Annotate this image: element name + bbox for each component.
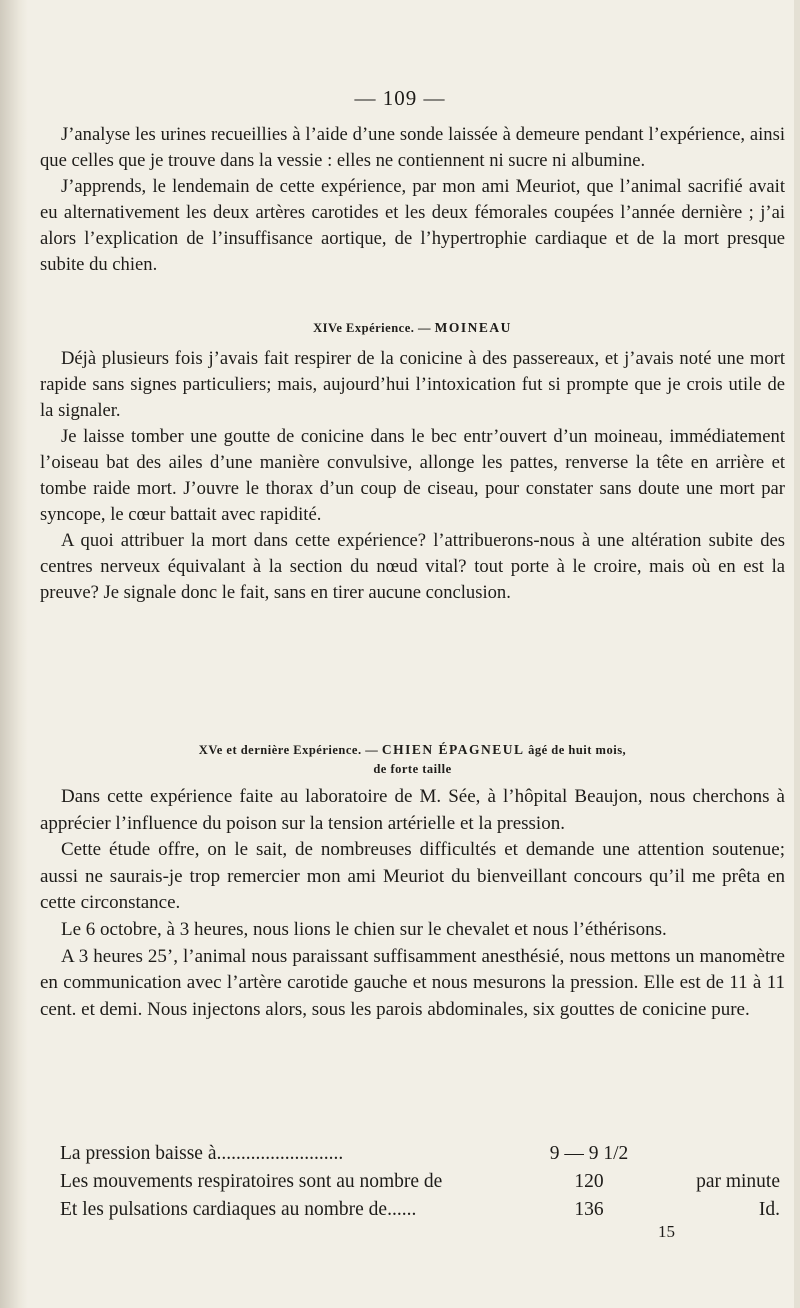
measure-label: Et les pulsations cardiaques au nombre de...... (60, 1199, 417, 1220)
heading-subject: MOINEAU (434, 320, 512, 335)
heading-ordinal: XIVe (313, 321, 343, 335)
paragraph: Le 6 octobre, à 3 heures, nous lions le chien sur le chevalet et nous l’éthérisons. (61, 918, 667, 940)
measurements-table (60, 1140, 780, 1224)
table-row (60, 1196, 780, 1224)
heading-ordinal: XVe (198, 743, 223, 757)
paragraph: Dans cette expérience faite au laboratoire de M. Sée, à l’hôpital Beaujon, nous cherchons à apprécier l’influence du poison sur la tension artérielle et la pression. (40, 786, 785, 834)
paragraph: A 3 heures 25’, l’animal nous paraissant suffisamment anesthésié, nous mettons un manomètre en communication avec l’artère carotide gauche et nous mesurons la pression. Elle est de 11 à 11 cent. et demi. Nous injectons alors, sous les parois abdominales, six gouttes de conicine pure. (40, 945, 785, 1020)
paragraph: Cette étude offre, on le sait, de nombreuses difficultés et demande une attention soutenue; aussi ne saurais-je trop remercier mon ami Meuriot du bienveillant concours qu’il me prêta en cette circonstance. (40, 839, 785, 914)
heading-experience-14 (40, 318, 785, 338)
heading-experience-15 (40, 740, 785, 779)
paragraph: A quoi attribuer la mort dans cette expérience? l’attribuerons-nous à une altération subite des centres nerveux équivalant à la section du nœud vital? tout porte à le croire, mais où en est la preuve? Je signale donc le fait, sans en tirer aucune conclusion. (40, 530, 785, 603)
table-row (60, 1140, 780, 1168)
heading-description: âgé de huit mois, (528, 743, 627, 757)
section-spaniel (40, 784, 785, 1023)
page-edge (794, 0, 800, 1308)
heading-line-2: de forte taille (373, 762, 452, 776)
table-row (60, 1168, 780, 1196)
paragraph: J’apprends, le lendemain de cette expérience, par mon ami Meuriot, que l’animal sacrifié avait eu alternativement les deux artères carotides et les deux fémorales coupées l’année dernière ; j’ai alors l’explication de l’insuffisance aortique, de l’hypertrophie cardiaque et de la mort presque subite du chien. (40, 176, 785, 275)
page-binding-shadow (0, 0, 28, 1308)
measure-value: 9 — 9 1/2 (549, 1143, 629, 1164)
heading-subject: CHIEN ÉPAGNEUL (381, 742, 525, 757)
measure-unit: par minute (696, 1171, 780, 1192)
measure-value: 136 (574, 1199, 604, 1220)
measure-value: 120 (574, 1171, 604, 1192)
heading-label: Expérience. — (346, 321, 432, 335)
section-urine-analysis (40, 122, 785, 278)
section-sparrow (40, 346, 785, 606)
signature-mark: 15 (658, 1222, 675, 1241)
page-number: — 109 — (354, 86, 446, 110)
paragraph: Je laisse tomber une goutte de conicine dans le bec entr’ouvert d’un moineau, immédiatement l’oiseau bat des ailes d’une manière convulsive, allonge les pattes, renverse la tête en arrière et tombe raide mort. J’ouvre le thorax d’un coup de ciseau, pour constater sans doute une mort par syncope, le cœur battait avec rapidité. (40, 426, 785, 525)
measure-unit: Id. (758, 1199, 780, 1220)
paragraph: J’analyse les urines recueillies à l’aide d’une sonde laissée à demeure pendant l’expérience, ainsi que celles que je trouve dans la vessie : elles ne contiennent ni sucre ni albumine. (40, 124, 785, 171)
paragraph: Déjà plusieurs fois j’avais fait respirer de la conicine à des passereaux, et j’avais noté une mort rapide sans signes particuliers; mais, aujourd’hui l’intoxication fut si prompte que je crois utile de la signaler. (40, 348, 785, 421)
measure-label: La pression baisse à.......................... (60, 1143, 344, 1164)
measure-unit (650, 1140, 780, 1168)
heading-label: et dernière Expérience. — (226, 743, 379, 757)
measure-label: Les mouvements respiratoires sont au nombre de (60, 1171, 443, 1192)
